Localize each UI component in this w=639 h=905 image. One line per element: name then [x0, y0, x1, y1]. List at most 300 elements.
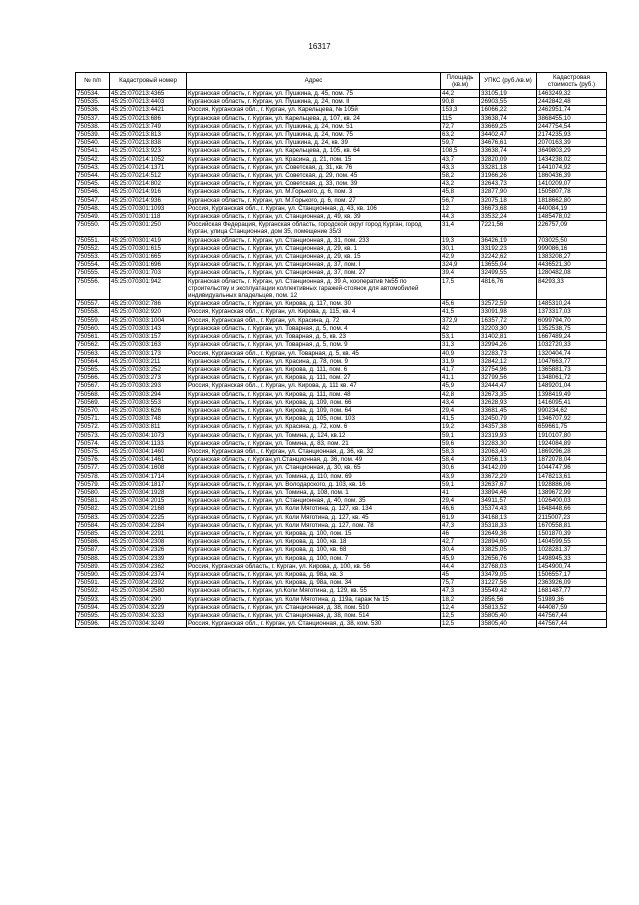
cadastral-number: 45:25:070301:118	[110, 213, 187, 221]
address: Курганская область, г. Курган, ул. Томина, д. 110, пом. 69	[187, 472, 441, 480]
address: Россия, Курганская обл., г. Курган, ул. Красина, д. 72	[187, 316, 441, 324]
table-row	[76, 106, 607, 114]
upks: 32754,96	[480, 365, 537, 373]
row-num: 750585.	[76, 529, 110, 537]
upks: 16066,22	[480, 106, 537, 114]
upks: 16357,72	[480, 316, 537, 324]
cadastral-number: 45:25:070301:665	[110, 253, 187, 261]
cadastral-cost: 226757,09	[537, 221, 607, 236]
area: 41,5	[441, 415, 480, 423]
area: 58,2	[441, 172, 480, 180]
table-row	[76, 505, 607, 513]
address: Курганская область, г. Курган, ул. Красина, д. 21, пом. 15	[187, 155, 441, 163]
cadastral-number: 45:25:070304:2015	[110, 497, 187, 505]
cadastral-number: 45:25:070303:252	[110, 365, 187, 373]
upks: 33825,05	[480, 546, 537, 554]
upks: 32637,67	[480, 480, 537, 488]
address: Курганская область, г. Курган, ул. Советская, д. 29, пом. 45	[187, 172, 441, 180]
address: Россия, Курганская обл., г. Курган, ул. Карельцева, № 105й	[187, 106, 441, 114]
cadastral-cost: 1320404,74	[537, 349, 607, 357]
upks: 33638,74	[480, 147, 537, 155]
address: Курганская область, г. Курган, ул. Станционная, д. 40, пом. 35	[187, 497, 441, 505]
cadastral-number: 45:25:070303:811	[110, 423, 187, 431]
area: 41	[441, 488, 480, 496]
area: 372,9	[441, 316, 480, 324]
table-row	[76, 562, 607, 570]
cadastral-number: 45:25:070304:1608	[110, 464, 187, 472]
row-num: 750567.	[76, 382, 110, 390]
address: Курганская область, г. Курган, ул. Станционная, д. 38, пом. 514	[187, 612, 441, 620]
cadastral-cost: 447567,44	[537, 612, 607, 620]
cadastral-number: 45:25:070304:2284	[110, 521, 187, 529]
table-row	[76, 521, 607, 529]
row-num: 750564.	[76, 357, 110, 365]
area: 18,2	[441, 595, 480, 603]
cadastral-number: 45:25:070304:2168	[110, 505, 187, 513]
cadastral-number: 45:25:070303:163	[110, 341, 187, 349]
row-num: 750553.	[76, 253, 110, 261]
cadastral-cost: 1670558,81	[537, 521, 607, 529]
row-num: 750594.	[76, 603, 110, 611]
row-num: 750547.	[76, 196, 110, 204]
row-num: 750586.	[76, 538, 110, 546]
row-num: 750534.	[76, 90, 110, 98]
upks: 32799,56	[480, 374, 537, 382]
header-cadastral: Кадастровый номер	[110, 73, 187, 90]
upks: 31966,26	[480, 172, 537, 180]
cadastral-cost: 1485310,24	[537, 300, 607, 308]
cadastral-number: 45:25:070304:1460	[110, 447, 187, 455]
area: 30,6	[441, 464, 480, 472]
upks: 35805,40	[480, 612, 537, 620]
address: Курганская область, г. Курган, ул. Красина, д. 72, ком. 6	[187, 423, 441, 431]
cadastral-cost: 1869296,28	[537, 447, 607, 455]
area: 153,3	[441, 106, 480, 114]
cadastral-number: 45:25:070303:1004	[110, 316, 187, 324]
cadastral-cost: 1365881,73	[537, 365, 607, 373]
row-num: 750588.	[76, 554, 110, 562]
row-num: 750583.	[76, 513, 110, 521]
cadastral-number: 45:25:070301:696	[110, 261, 187, 269]
header-area: Площадь (кв.м)	[441, 73, 480, 90]
table-row	[76, 365, 607, 373]
row-num: 750559.	[76, 316, 110, 324]
row-num: 750595.	[76, 612, 110, 620]
cadastral-number: 45:25:070214:802	[110, 180, 187, 188]
area: 31,9	[441, 357, 480, 365]
table-row	[76, 324, 607, 332]
cadastral-cost: 1280482,08	[537, 269, 607, 277]
table-row	[76, 261, 607, 269]
address: Курганская область, г. Курган, ул. Станционная, д. 29, кв. 1	[187, 244, 441, 252]
cadastral-cost: 1924084,89	[537, 439, 607, 447]
cadastral-number: 45:25:070304:2580	[110, 587, 187, 595]
table-row	[76, 570, 607, 578]
cadastral-cost: 447567,44	[537, 620, 607, 628]
cadastral-number: 45:25:070301:419	[110, 236, 187, 244]
cadastral-number: 45:25:070213:749	[110, 122, 187, 130]
area: 41,7	[441, 365, 480, 373]
area: 44,3	[441, 213, 480, 221]
address: Курганская область, г. Курган, ул. Кирова, д. 109, пом. 64	[187, 406, 441, 414]
area: 45,6	[441, 300, 480, 308]
area: 58,3	[441, 447, 480, 455]
upks: 32842,12	[480, 357, 537, 365]
address: Курганская область, г. Курган, ул. Коли Мяготина, д. 127, кв. 134	[187, 505, 441, 513]
cadastral-number: 45:25:070303:173	[110, 349, 187, 357]
row-num: 750561.	[76, 333, 110, 341]
table-row	[76, 398, 607, 406]
area: 43,3	[441, 163, 480, 171]
area: 115	[441, 114, 480, 122]
area: 58,4	[441, 456, 480, 464]
cadastral-number: 45:25:070303:273	[110, 374, 187, 382]
address: Курганская область, г. Курган, ул. Товарная, д. 5, кв. 23	[187, 333, 441, 341]
table-row	[76, 390, 607, 398]
row-num: 750537.	[76, 114, 110, 122]
cadastral-number: 45:25:070213:4421	[110, 106, 187, 114]
cadastral-number: 45:25:070304:2291	[110, 529, 187, 537]
row-num: 750566.	[76, 374, 110, 382]
upks: 36673,68	[480, 204, 537, 212]
row-num: 750538.	[76, 122, 110, 130]
cadastral-cost: 1667489,24	[537, 333, 607, 341]
area: 43,7	[441, 155, 480, 163]
upks: 32628,93	[480, 398, 537, 406]
cadastral-cost: 1032720,33	[537, 341, 607, 349]
upks: 33672,29	[480, 472, 537, 480]
table-row	[76, 480, 607, 488]
cadastral-cost: 990234,62	[537, 406, 607, 414]
upks: 13655,04	[480, 261, 537, 269]
cadastral-cost: 1872078,04	[537, 456, 607, 464]
address: Курганская область, г. Курган, ул. Товарная, д. 5, пом. 4	[187, 324, 441, 332]
upks: 34911,57	[480, 497, 537, 505]
table-row	[76, 90, 607, 98]
row-num: 750592.	[76, 587, 110, 595]
area: 45,9	[441, 382, 480, 390]
cadastral-number: 45:25:070302:786	[110, 300, 187, 308]
upks: 35813,52	[480, 603, 537, 611]
area: 45	[441, 570, 480, 578]
cadastral-cost: 2115007,23	[537, 513, 607, 521]
upks: 7221,56	[480, 221, 537, 236]
row-num: 750571.	[76, 415, 110, 423]
address: Россия, Курганская область, г. Курган, ул. Кирова, д. 100, кв. 56	[187, 562, 441, 570]
cadastral-cost: 444087,59	[537, 603, 607, 611]
table-row	[76, 236, 607, 244]
cadastral-cost: 1441074,92	[537, 163, 607, 171]
upks: 32499,55	[480, 269, 537, 277]
cadastral-number: 45:25:070301:250	[110, 221, 187, 236]
row-num: 750576.	[76, 456, 110, 464]
cadastral-table	[75, 72, 607, 628]
table-row	[76, 349, 607, 357]
row-num: 750570.	[76, 406, 110, 414]
upks: 32643,73	[480, 180, 537, 188]
row-num: 750578.	[76, 472, 110, 480]
table-row	[76, 316, 607, 324]
row-num: 750569.	[76, 398, 110, 406]
upks: 33669,25	[480, 122, 537, 130]
row-num: 750539.	[76, 131, 110, 139]
address: Курганская область, г. Курган, ул. Кирова, д. 111, пом. 27	[187, 374, 441, 382]
cadastral-cost: 1498945,33	[537, 554, 607, 562]
upks: 32283,30	[480, 439, 537, 447]
address: Курганская область, г. Курган, ул. Пушкина, д. 24, пом. II	[187, 98, 441, 106]
table-row	[76, 406, 607, 414]
upks: 33532,24	[480, 213, 537, 221]
cadastral-number: 45:25:070214:1052	[110, 155, 187, 163]
cadastral-number: 45:25:070303:211	[110, 357, 187, 365]
address: Россия, Курганская обл., г. Курган, ул. Станционная, д. 43, кв. 106	[187, 204, 441, 212]
cadastral-number: 45:25:070303:293	[110, 382, 187, 390]
cadastral-cost: 1928886,06	[537, 480, 607, 488]
cadastral-number: 45:25:070304:2225	[110, 513, 187, 521]
table-row	[76, 155, 607, 163]
upks: 34168,13	[480, 513, 537, 521]
cadastral-cost: 51989,36	[537, 595, 607, 603]
row-num: 750560.	[76, 324, 110, 332]
table-row	[76, 423, 607, 431]
cadastral-number: 45:25:070304:2339	[110, 554, 187, 562]
cadastral-cost: 1454900,74	[537, 562, 607, 570]
address: Курганская область, г. Курган, ул. Станционная, д. 37, пом. I	[187, 261, 441, 269]
cadastral-number: 45:25:070303:748	[110, 415, 187, 423]
address: Курганская область, г. Курган, ул. Станционная, д. 30, кв. 65	[187, 464, 441, 472]
cadastral-number: 45:25:070304:2326	[110, 546, 187, 554]
cadastral-number: 45:25:070304:2374	[110, 570, 187, 578]
address: Россия, Курганская обл., г. Курган, ул. Кирова, д. 111 кв. 47	[187, 382, 441, 390]
area: 42	[441, 324, 480, 332]
table-row	[76, 431, 607, 439]
cadastral-cost: 3868455,10	[537, 114, 607, 122]
address: Курганская область, г. Курган, ул. Коли Мяготина, д. 127, пом. 78	[187, 521, 441, 529]
area: 75,7	[441, 579, 480, 587]
cadastral-cost: 2447754,54	[537, 122, 607, 130]
row-num: 750574.	[76, 439, 110, 447]
area: 59,6	[441, 439, 480, 447]
table-row	[76, 579, 607, 587]
area: 44,2	[441, 90, 480, 98]
upks: 33192,23	[480, 244, 537, 252]
table-row	[76, 529, 607, 537]
area: 324,9	[441, 261, 480, 269]
address: Россия, Курганская обл., г. Курган, ул. Кирова, д. 115, кв. 4	[187, 308, 441, 316]
cadastral-cost: 1047663,77	[537, 357, 607, 365]
cadastral-number: 45:25:070301:703	[110, 269, 187, 277]
upks: 32063,40	[480, 447, 537, 455]
cadastral-cost: 1478213,61	[537, 472, 607, 480]
address: Курганская область, г. Курган, ул. Кирова, д. 98а, кв. 3	[187, 570, 441, 578]
cadastral-cost: 1410209,07	[537, 180, 607, 188]
area: 63,2	[441, 131, 480, 139]
table-row	[76, 497, 607, 505]
address: Курганская область, г. Курган, ул. Советская, д. 31, кв. 76	[187, 163, 441, 171]
upks: 32656,76	[480, 554, 537, 562]
header-address: Адрес	[187, 73, 441, 90]
address: Курганская область, г. Курган, ул. Коли Мяготина, д. 127, кв. 45	[187, 513, 441, 521]
table-row	[76, 221, 607, 236]
header-num: № п/п	[76, 73, 110, 90]
table-row	[76, 188, 607, 196]
table-row	[76, 308, 607, 316]
cadastral-cost: 1389672,99	[537, 488, 607, 496]
upks: 26903,55	[480, 98, 537, 106]
table-row	[76, 447, 607, 455]
row-num: 750552.	[76, 244, 110, 252]
cadastral-cost: 1506557,17	[537, 570, 607, 578]
upks: 32203,30	[480, 324, 537, 332]
upks: 32894,60	[480, 538, 537, 546]
row-num: 750590.	[76, 570, 110, 578]
table-row	[76, 333, 607, 341]
address: Курганская область, г. Курган, ул. Карельцева, д. 107, кв. 24	[187, 114, 441, 122]
upks: 32877,90	[480, 188, 537, 196]
area: 43,9	[441, 472, 480, 480]
address: Курганская область, г. Курган, ул.Коли Мяготина, д. 129, кв. 55	[187, 587, 441, 595]
area: 12,5	[441, 612, 480, 620]
cadastral-cost: 1434238,02	[537, 155, 607, 163]
cadastral-cost: 1346707,92	[537, 415, 607, 423]
cadastral-cost: 1648448,66	[537, 505, 607, 513]
table-row	[76, 98, 607, 106]
table-row	[76, 253, 607, 261]
cadastral-number: 45:25:070304:1461	[110, 456, 187, 464]
table-row	[76, 172, 607, 180]
cadastral-cost: 1348061,72	[537, 374, 607, 382]
table-row	[76, 122, 607, 130]
upks: 32075,18	[480, 196, 537, 204]
cadastral-number: 45:25:070304:3233	[110, 612, 187, 620]
area: 29,4	[441, 406, 480, 414]
table-row	[76, 513, 607, 521]
table-row	[76, 204, 607, 212]
upks: 34676,61	[480, 139, 537, 147]
upks: 32319,93	[480, 431, 537, 439]
table-row	[76, 131, 607, 139]
cadastral-cost: 2174235,93	[537, 131, 607, 139]
upks: 33638,74	[480, 114, 537, 122]
table-row	[76, 382, 607, 390]
cadastral-number: 45:25:070304:2362	[110, 562, 187, 570]
cadastral-number: 45:25:070301:942	[110, 277, 187, 300]
address: Курганская область, г. Курган, ул. Станционная, д. 37, пом. 27	[187, 269, 441, 277]
row-num: 750565.	[76, 365, 110, 373]
table-row	[76, 546, 607, 554]
header-upks: УПКС (руб./кв.м)	[480, 73, 537, 90]
area: 42,8	[441, 390, 480, 398]
upks: 4816,76	[480, 277, 537, 300]
upks: 34357,38	[480, 423, 537, 431]
area: 40,9	[441, 349, 480, 357]
cadastral-cost: 3649803,29	[537, 147, 607, 155]
cadastral-number: 45:25:070213:813	[110, 131, 187, 139]
upks: 31402,81	[480, 333, 537, 341]
upks: 35805,40	[480, 620, 537, 628]
table-row	[76, 415, 607, 423]
cadastral-cost: 440084,19	[537, 204, 607, 212]
area: 44,4	[441, 562, 480, 570]
table-row	[76, 163, 607, 171]
table-row	[76, 244, 607, 252]
row-num: 750550.	[76, 221, 110, 236]
row-num: 750589.	[76, 562, 110, 570]
cadastral-number: 45:25:070214:512	[110, 172, 187, 180]
cadastral-number: 45:25:070213:838	[110, 139, 187, 147]
upks: 33105,19	[480, 90, 537, 98]
cadastral-number: 45:25:070214:1371	[110, 163, 187, 171]
row-num: 750593.	[76, 595, 110, 603]
area: 72,7	[441, 122, 480, 130]
row-num: 750580.	[76, 488, 110, 496]
cadastral-cost: 1818662,80	[537, 196, 607, 204]
table-row	[76, 196, 607, 204]
address: Курганская область, г. Курган, ул. Пушкина, д. 24, кв. 39	[187, 139, 441, 147]
row-num: 750575.	[76, 447, 110, 455]
cadastral-cost: 1910107,80	[537, 431, 607, 439]
address: Курганская область, г. Курган, ул. Кирова, д. 100, пом. 15	[187, 529, 441, 537]
row-num: 750543.	[76, 163, 110, 171]
cadastral-number: 45:25:070304:3229	[110, 603, 187, 611]
row-num: 750582.	[76, 505, 110, 513]
row-num: 750541.	[76, 147, 110, 155]
address: Курганская область, г. Курган, ул. Станционная, д. 39 А, кооператив №55 по строительству и эксплуатации коллективных гаражей-стоянок для автомобилей индивидуальных владельцев, пом. 12	[187, 277, 441, 300]
upks: 32673,35	[480, 390, 537, 398]
upks: 36426,19	[480, 236, 537, 244]
upks: 32572,59	[480, 300, 537, 308]
area: 90,8	[441, 98, 480, 106]
address: Россия, Курганская обл., г. Курган, ул. Станционная, д. 36, кв. 32	[187, 447, 441, 455]
cadastral-cost: 2070163,39	[537, 139, 607, 147]
row-num: 750562.	[76, 341, 110, 349]
table-row	[76, 595, 607, 603]
upks: 32820,09	[480, 155, 537, 163]
cadastral-cost: 6099794,70	[537, 316, 607, 324]
area: 108,5	[441, 147, 480, 155]
row-num: 750536.	[76, 106, 110, 114]
area: 39,4	[441, 269, 480, 277]
row-num: 750581.	[76, 497, 110, 505]
table-row	[76, 488, 607, 496]
table-row	[76, 603, 607, 611]
address: Курганская область, г. Курган, ул. Пушкина, д. 45, пом. 75	[187, 90, 441, 98]
address: Курганская область, г. Курган, ул. Станционная, д. 29, кв. 15	[187, 253, 441, 261]
cadastral-cost: 1505807,78	[537, 188, 607, 196]
cadastral-number: 45:25:070213:4365	[110, 90, 187, 98]
cadastral-number: 45:25:070304:1714	[110, 472, 187, 480]
address: Курганская область, г. Курган, ул. Кирова, д. 111, пом. 48	[187, 390, 441, 398]
row-num: 750587.	[76, 546, 110, 554]
area: 45,9	[441, 554, 480, 562]
area: 41,1	[441, 374, 480, 382]
row-num: 750545.	[76, 180, 110, 188]
area: 30,1	[441, 244, 480, 252]
address: Курганская область, г. Курган, ул. Кирова, д. 98а, пом. 34	[187, 579, 441, 587]
row-num: 750554.	[76, 261, 110, 269]
upks: 33894,46	[480, 488, 537, 496]
cadastral-cost: 1026400,03	[537, 497, 607, 505]
address: Курганская область, г. Курган, ул. М.Горького, д. 6, пом. 3	[187, 188, 441, 196]
cadastral-number: 45:25:070213:686	[110, 114, 187, 122]
row-num: 750549.	[76, 213, 110, 221]
cadastral-cost: 1404599,55	[537, 538, 607, 546]
row-num: 750584.	[76, 521, 110, 529]
cadastral-cost: 2363926,09	[537, 579, 607, 587]
cadastral-number: 45:25:070214:916	[110, 188, 187, 196]
cadastral-cost: 1398419,49	[537, 390, 607, 398]
cadastral-cost: 1463249,32	[537, 90, 607, 98]
